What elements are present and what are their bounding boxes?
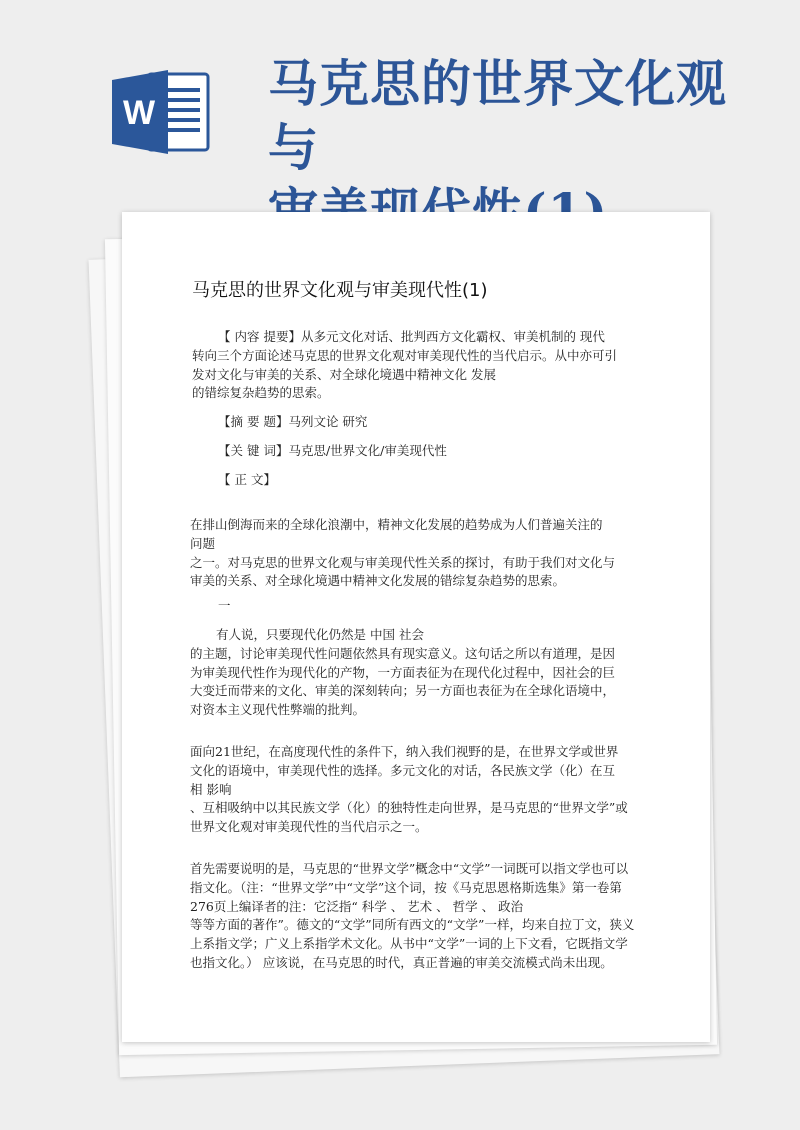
paragraph-line: 对资本主义现代性弊端的批判。	[190, 702, 366, 718]
paragraph-line: 审美的关系、对全球化境遇中精神文化发展的错综复杂趋势的思索。	[190, 573, 566, 589]
paragraph-line: 276页上编译者的注：它泛指“ 科学 、 艺术 、 哲学 、 政治	[190, 898, 524, 914]
subject-line	[218, 413, 668, 432]
abstract-line: 发对文化与审美的关系、对全球化境遇中精神文化 发展	[192, 366, 496, 382]
body-label-text: 【 正 文】	[218, 472, 276, 487]
abstract-line: 的错综复杂趋势的思索。	[192, 385, 330, 401]
paragraph-line: 为审美现代性作为现代化的产物，一方面表征为在现代化过程中，因社会的巨	[190, 664, 616, 680]
page-title-line1: 马克思的世界文化观与	[268, 54, 727, 177]
paragraph-line: 首先需要说明的是，马克思的“世界文学”概念中“文学”一词既可以指文学也可以	[190, 861, 629, 876]
paragraph-line: 的主题，讨论审美现代性问题依然具有现实意义。这句话之所以有道理，是因	[190, 645, 616, 661]
paragraph-line: 也指文化。） 应该说，在马克思的时代，真正普遍的审美交流模式尚未出现。	[190, 954, 613, 970]
paragraph-3	[190, 743, 640, 837]
word-document-icon	[112, 70, 212, 154]
paragraph-1	[190, 516, 640, 591]
paragraph-line: 有人说，只要现代化仍然是 中国 社会	[216, 627, 424, 642]
paragraph-line: 等等方面的著作”。德文的“文学”同所有西文的“文学”一样，均来自拉丁文，狭义	[190, 917, 635, 933]
paragraph-line: 之一。对马克思的世界文化观与审美现代性关系的探讨，有助于我们对文化与	[190, 554, 616, 570]
subject-text: 【摘 要 题】马列文论 研究	[218, 414, 368, 429]
word-icon-letter: W	[122, 94, 156, 132]
document-title: 马克思的世界文化观与审美现代性(1)	[192, 280, 488, 301]
abstract-line: 转向三个方面论述马克思的世界文化观对审美现代性的当代启示。从中亦可引	[192, 347, 618, 363]
paragraph-line: 上系指文学；广义上系指学术文化。从书中“文学”一词的上下文看，它既指文学	[190, 936, 628, 952]
section-mark-text: 一	[218, 598, 231, 613]
paragraph-line: 问题	[190, 535, 216, 551]
keywords-text: 【关 键 词】马克思/世界文化/审美现代性	[218, 443, 447, 458]
paragraph-line: 面向21世纪，在高度现代性的条件下，纳入我们视野的是，在世界文学或世界	[190, 744, 619, 759]
section-number	[218, 597, 668, 616]
paragraph-4	[190, 860, 640, 973]
paragraph-line: 、互相吸纳中以其民族文学（化）的独特性走向世界，是马克思的“世界文学”或	[190, 800, 628, 816]
paragraph-line: 相 影响	[190, 781, 232, 797]
abstract-line: 【 内容 提要】从多元文化对话、批判西方文化霸权、审美机制的 现代	[218, 329, 605, 344]
document-page	[122, 212, 710, 1042]
paragraph-line: 在排山倒海而来的全球化浪潮中，精神文化发展的趋势成为人们普遍关注的	[190, 517, 603, 532]
header-banner	[0, 0, 800, 200]
body-label	[218, 471, 668, 490]
keywords-line	[218, 442, 668, 461]
paragraph-line: 指文化。（注：“世界文学”中“文学”这个词，按《马克思恩格斯选集》第一卷第	[190, 879, 622, 895]
paragraph-line: 世界文化观对审美现代性的当代启示之一。	[190, 819, 428, 835]
abstract-paragraph	[192, 328, 642, 403]
paragraph-line: 大变迁而带来的文化、审美的深刻转向；另一方面也表征为在全球化语境中，	[190, 683, 616, 699]
paragraph-2	[190, 626, 640, 720]
paragraph-line: 文化的语境中，审美现代性的选择。多元文化的对话，各民族文学（化）在互	[190, 762, 616, 778]
